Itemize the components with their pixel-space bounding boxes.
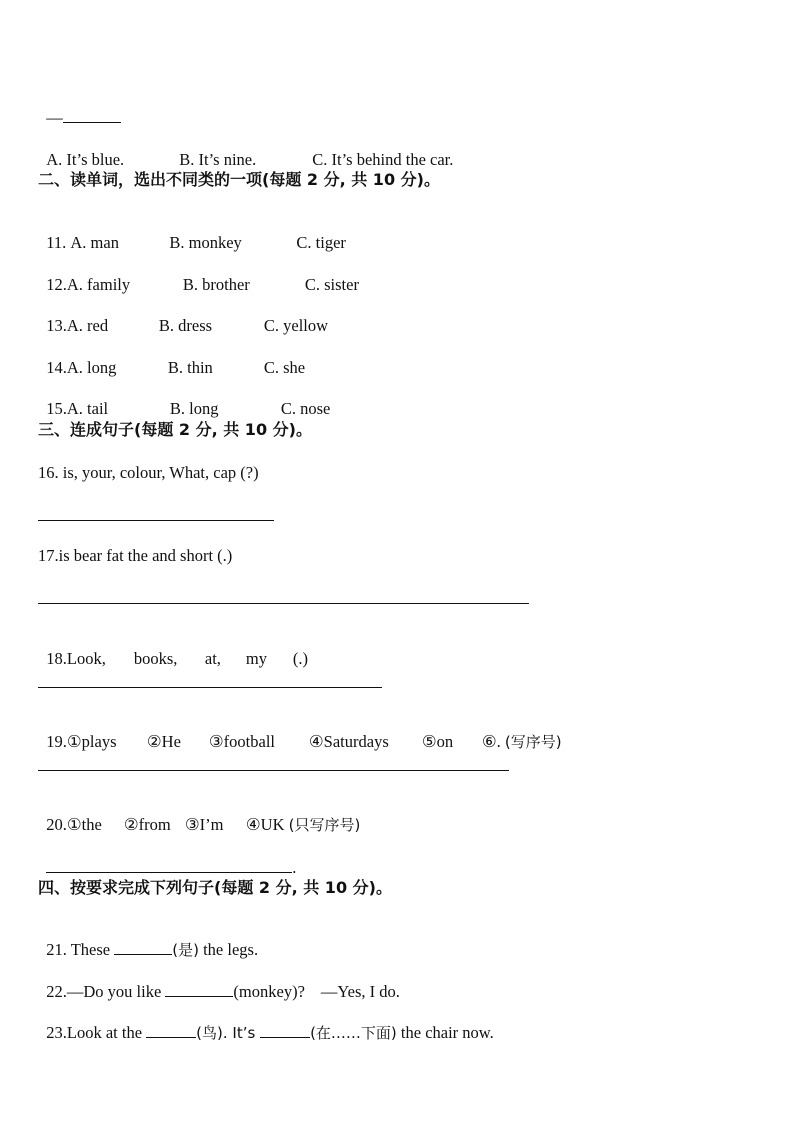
question-15: 15.A. tail B. long C. nose <box>46 399 331 418</box>
q20-end-mark: . <box>292 858 297 877</box>
q18-word: my <box>245 649 267 668</box>
q18-answer-line[interactable] <box>38 687 382 688</box>
q19-word: ⑤on <box>421 732 454 751</box>
q15-option-c[interactable]: C. nose <box>280 399 331 418</box>
q19-word: ①plays <box>66 732 117 751</box>
section2-heading: 二、读单词，选出不同类的一项(每题 2 分, 共 10 分)。 <box>38 170 440 189</box>
q11-option-b[interactable]: B. monkey <box>169 233 242 252</box>
q21-blank[interactable] <box>114 940 172 955</box>
question-21: 21. These (是) the legs. <box>46 940 259 959</box>
q20-answer-line[interactable] <box>46 858 292 873</box>
q10-options <box>38 130 453 170</box>
q18-word: books, <box>133 649 178 668</box>
q13-option-a[interactable]: A. red <box>66 316 109 335</box>
q19-number: 19. <box>46 732 67 751</box>
q15-option-a[interactable]: A. tail <box>66 399 109 418</box>
q12-number: 12 <box>46 275 63 294</box>
q11-number: 11 <box>46 233 63 252</box>
q20-word: ③I’m <box>184 815 224 834</box>
q20-word: ④UK <box>245 815 285 834</box>
q16-answer-line[interactable] <box>38 520 274 521</box>
question-12: 12.A. family B. brother C. sister <box>46 275 359 294</box>
section3-heading: 三、连成句子(每题 2 分, 共 10 分)。 <box>38 420 312 439</box>
q15-number: 15 <box>46 399 63 418</box>
q11-option-a[interactable]: A. man <box>70 233 119 252</box>
q12-option-b[interactable]: B. brother <box>182 275 250 294</box>
q17-answer-line[interactable] <box>38 603 529 604</box>
q23-blank-2[interactable] <box>260 1023 310 1038</box>
q19-note: (写序号) <box>504 733 562 751</box>
q18-word: at, <box>204 649 221 668</box>
q20-number: 20. <box>46 815 67 834</box>
q20-answer <box>38 838 296 878</box>
q22-reply: —Yes, I do. <box>320 982 400 1001</box>
question-17: 17.is bear fat the and short (.) <box>38 546 233 565</box>
question-16: 16. is, your, colour, What, cap (?) <box>38 463 259 482</box>
q18-word: (.) <box>292 649 308 668</box>
question-13: 13.A. red B. dress C. yellow <box>46 316 329 335</box>
q10-answer-blank[interactable] <box>63 108 121 123</box>
q10-option-a[interactable]: A. It’s blue. <box>46 150 125 169</box>
question-23: 23.Look at the (鸟). It’s (在……下面) the chair now. <box>46 1023 494 1042</box>
q10-prompt <box>38 88 121 128</box>
q13-option-b[interactable]: B. dress <box>158 316 213 335</box>
q10-option-c[interactable]: C. It’s behind the car. <box>312 150 454 169</box>
q14-option-b[interactable]: B. thin <box>167 358 213 377</box>
q19-word: ③football <box>208 732 275 751</box>
q13-option-c[interactable]: C. yellow <box>263 316 329 335</box>
question-22: 22.—Do you like (monkey)? —Yes, I do. <box>46 982 400 1001</box>
question-18 <box>38 629 308 669</box>
q14-option-a[interactable]: A. long <box>66 358 117 377</box>
q19-word: ⑥. <box>481 732 501 751</box>
q18-word: Look, <box>66 649 106 668</box>
q19-word: ②He <box>146 732 181 751</box>
q12-option-c[interactable]: C. sister <box>304 275 359 294</box>
question-11: 11. A. man B. monkey C. tiger <box>46 233 346 252</box>
q14-number: 14 <box>46 358 63 377</box>
q15-option-b[interactable]: B. long <box>169 399 219 418</box>
q22-blank[interactable] <box>165 982 233 997</box>
q12-option-a[interactable]: A. family <box>66 275 131 294</box>
q20-word: ②from <box>123 815 171 834</box>
q14-option-c[interactable]: C. she <box>263 358 306 377</box>
q20-note: (只写序号) <box>288 816 361 834</box>
q18-number: 18. <box>46 649 67 668</box>
q19-word: ④Saturdays <box>308 732 389 751</box>
q10-dash: — <box>46 108 63 127</box>
q20-word: ①the <box>66 815 102 834</box>
q23-blank-1[interactable] <box>146 1023 196 1038</box>
q10-option-b[interactable]: B. It’s nine. <box>179 150 257 169</box>
q11-option-c[interactable]: C. tiger <box>296 233 346 252</box>
section4-heading: 四、按要求完成下列句子(每题 2 分, 共 10 分)。 <box>38 878 392 897</box>
question-20 <box>38 795 360 835</box>
q19-answer-line[interactable] <box>38 770 509 771</box>
q13-number: 13 <box>46 316 63 335</box>
question-14: 14.A. long B. thin C. she <box>46 358 306 377</box>
question-19 <box>38 712 562 752</box>
